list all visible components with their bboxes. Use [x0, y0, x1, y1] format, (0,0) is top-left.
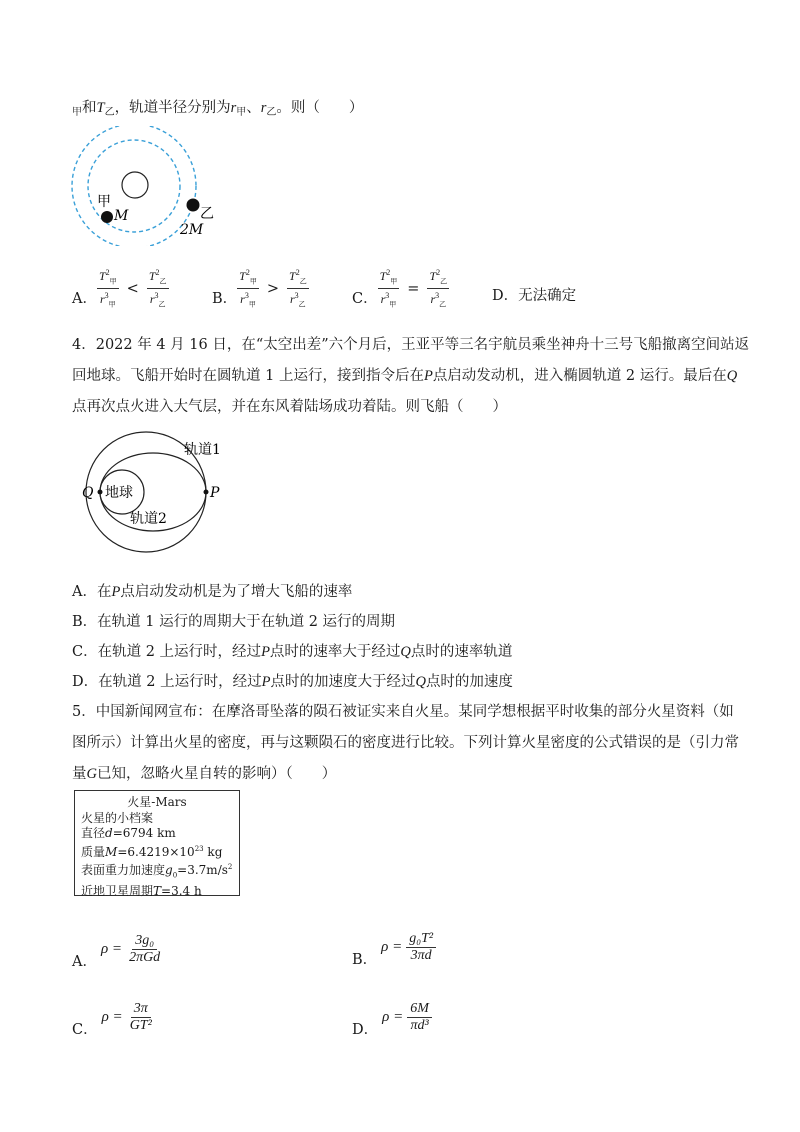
- q4-option-c[interactable]: C．在轨道 2 上运行时，经过P点时的速率大于经过Q点时的速率轨道: [72, 644, 513, 660]
- q4-stem-line-3: 点再次点火进入大气层，并在东风着陆场成功着陆。则飞船（ ）: [72, 399, 507, 415]
- q5-stem-line-1: 5．中国新闻网宣布：在摩洛哥坠落的陨石被证实来自火星。某同学想根据平时收集的部分火星资料（如: [72, 704, 734, 720]
- formula-d: ρ = $\frac{6M}{\text{πd³}}$: [382, 1001, 432, 1034]
- q5-stem-line-2: 图所示）计算出火星的密度，再与这颗陨石的密度进行比较。下列计算火星密度的公式错误的是（引力常: [72, 735, 739, 751]
- card-line-4: 表面重力加速度$g_0=3.7m/s^2$: [81, 863, 233, 880]
- formula-a: ρ = $\frac{\text{3g₀}}{\text{2πGd}}$: [100, 933, 161, 965]
- central-body: [122, 172, 148, 198]
- card-line-2: 直径d=6794 km: [81, 826, 176, 840]
- q4-stem-line-1: 4．2022 年 4 月 16 日，在“太空出差”六个月后，王亚平等三名宇航员乘坐神舟十三号飞船撤离空间站返: [72, 337, 750, 353]
- q3-stem-line: $_甲$和$T_乙$，轨道半径分别为$r_甲$、$r_乙$。则（ ）: [72, 100, 364, 118]
- label-earth: 地球: [105, 485, 133, 501]
- q3-option-a[interactable]: A． $\frac{T^2_甲}{r^3_甲}$ < $\frac{T^2_乙}{r^3_乙}$: [72, 266, 169, 312]
- card-title: 火星-Mars: [127, 795, 187, 809]
- card-line-5: 近地卫星周期T=3.4 h: [81, 883, 202, 898]
- label-yi: 乙: [200, 206, 214, 222]
- q4-orbit-figure: [76, 430, 226, 558]
- q4-stem-line-2: 回地球。飞船开始时在圆轨道 1 上运行，接到指令后在P点启动发动机，进入椭圆轨道 2 运行。最后在Q: [72, 368, 738, 384]
- q5-option-c[interactable]: C． ρ = $\frac{3\pi}{\text{GT²}}$: [72, 996, 155, 1039]
- q4-option-a[interactable]: A．在P点启动发动机是为了增大飞船的速率: [72, 584, 353, 600]
- q3-option-d[interactable]: D．无法确定: [492, 288, 577, 304]
- q3-option-c[interactable]: C． $\frac{T^2_甲}{r^3_甲}$ = $\frac{T^2_乙}{r^3_乙}$: [352, 268, 448, 309]
- formula-c: ρ = $\frac{3\pi}{\text{GT²}}$: [101, 1001, 152, 1033]
- label-M: M: [114, 208, 129, 224]
- q5-option-d[interactable]: D． ρ = $\frac{6M}{\text{πd³}}$: [352, 996, 432, 1039]
- q3-option-b[interactable]: B． $\frac{T^2_甲}{r^3_甲}$ > $\frac{T^2_乙}{r^3_乙}$: [212, 268, 307, 309]
- q5-stem-line-3: 量G已知，忽略火星自转的影响）（ ）: [72, 766, 337, 782]
- q5-option-b[interactable]: B． ρ = $\frac{\text{g₀T²}}{3\pi d}$: [352, 926, 436, 969]
- point-q: [98, 490, 103, 495]
- fraction-right: $\frac{T^2_乙}{r^3_乙}$: [148, 268, 167, 309]
- point-p: [204, 490, 209, 495]
- label-orbit1: 轨道1: [184, 442, 221, 458]
- fraction-left: $\frac{T^2_甲}{r^3_甲}$: [98, 268, 117, 309]
- formula-b: ρ = $\frac{\text{g₀T²}}{3\pi d}$: [381, 931, 436, 964]
- planet-yi: [187, 199, 200, 212]
- q4-option-b[interactable]: B．在轨道 1 运行的周期大于在轨道 2 运行的周期: [72, 614, 396, 630]
- card-line-3: 质量$M=6.4219\times 10^{23}$ kg: [81, 844, 223, 859]
- label-orbit2: 轨道2: [130, 511, 167, 527]
- label-q: Q: [82, 485, 94, 501]
- label-2M: 2M: [180, 222, 204, 238]
- label-p: P: [210, 485, 220, 501]
- q4-option-d[interactable]: D．在轨道 2 上运行时，经过P点时的加速度大于经过Q点时的加速度: [72, 674, 513, 690]
- card-line-1: 火星的小档案: [81, 810, 154, 825]
- q5-option-a[interactable]: A． ρ = $\frac{\text{3g₀}}{\text{2πGd}}$: [72, 928, 163, 971]
- label-jia: 甲: [97, 194, 111, 210]
- planet-jia: [101, 211, 113, 223]
- mars-info-card: [74, 790, 240, 896]
- q3-orbit-figure: [66, 126, 236, 246]
